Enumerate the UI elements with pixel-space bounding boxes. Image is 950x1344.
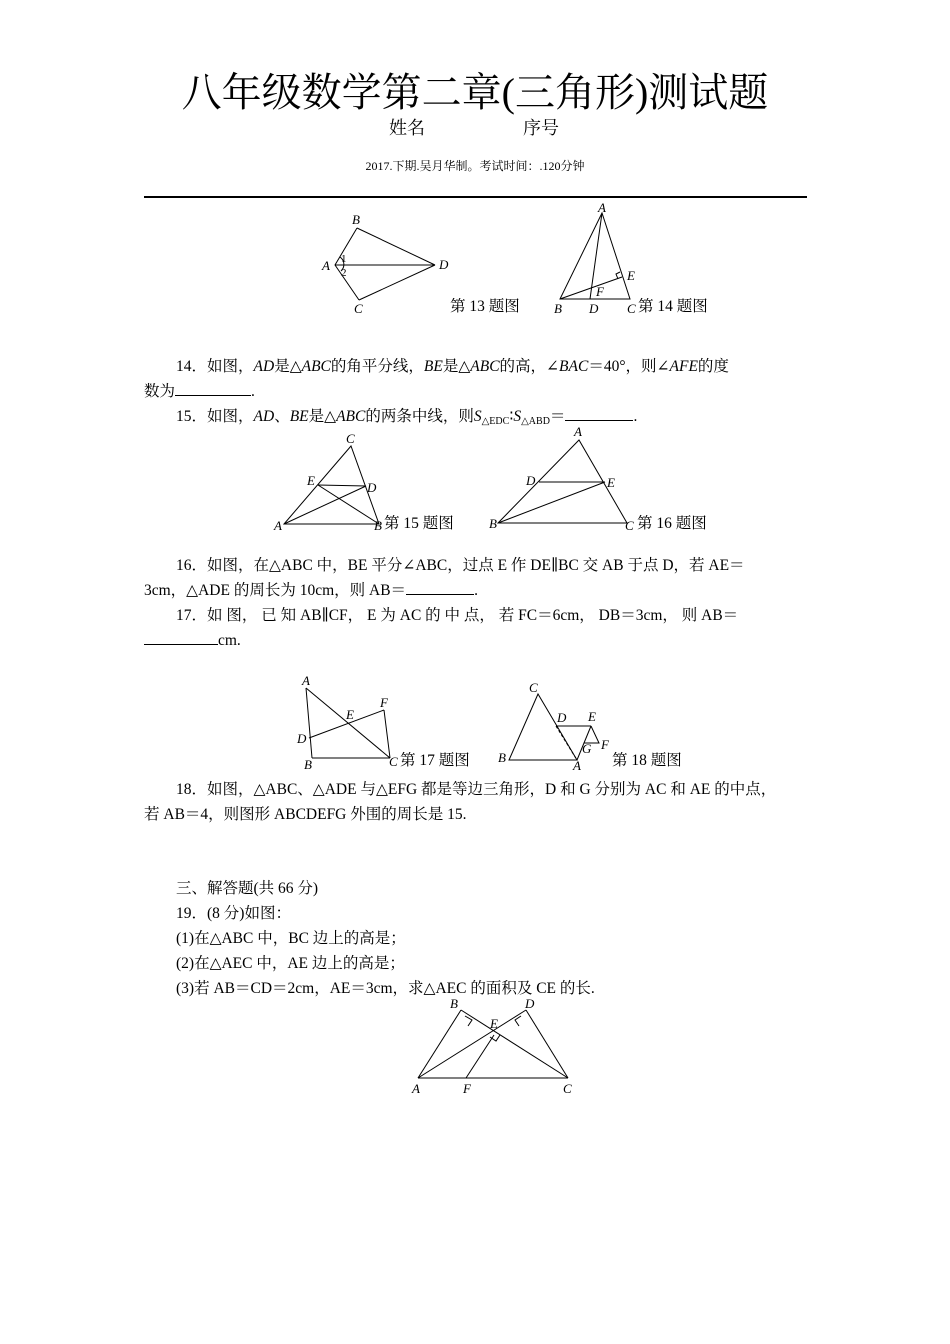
question-19-part3: (3)若 AB＝CD＝2cm，AE＝3cm，求△AEC 的面积及 CE 的长. (176, 980, 595, 997)
question-17: 17．如 图， 已 知 AB∥CF， E 为 AC 的 中 点， 若 FC＝6cm， DB＝3cm， 则 AB＝ (176, 607, 739, 624)
answer-blank-16[interactable] (406, 578, 474, 595)
q14-text: 是△ (274, 358, 302, 375)
fig19-label-d: D (525, 996, 535, 1011)
fig14-label-b: B (554, 301, 562, 316)
fig19-ab (418, 1010, 461, 1078)
q14-ad: AD (253, 358, 275, 375)
figure-13 (318, 210, 458, 320)
fig19-label-c: C (563, 1081, 572, 1096)
fig17-label-d: D (297, 731, 307, 746)
q14-afe: AFE (669, 358, 698, 375)
question-18-line2: 若 AB＝4，则图形 ABCDEFG 外围的周长是 15. (144, 806, 467, 823)
fig17-label-f: F (380, 695, 388, 710)
page-title: 八年级数学第二章(三角形)测试题 (181, 70, 769, 115)
q15-end: . (633, 408, 638, 425)
fig19-bc (461, 1010, 568, 1078)
q14-text: 的角平分线， (330, 358, 424, 375)
fig19-fe (466, 1035, 494, 1078)
q14-abc: ABC (301, 358, 331, 375)
figure-14 (548, 200, 643, 315)
q14-text: 14．如图， (176, 358, 254, 375)
q14-bac: BAC (559, 358, 589, 375)
fig13-bd (357, 228, 435, 265)
fig14-label-d: D (589, 301, 599, 316)
q14-abc: ABC (470, 358, 500, 375)
q14-text: 是△ (442, 358, 471, 375)
fig14-label-c: C (627, 301, 636, 316)
fig15-ad (284, 486, 366, 524)
q15-text: 的两条中线，则 (365, 408, 474, 425)
fig18-label-c: C (529, 680, 538, 695)
question-14-line2 (144, 379, 810, 404)
caption-fig13: 第 13 题图 (450, 298, 520, 315)
q16-end: . (474, 582, 478, 599)
question-19: 19．(8 分)如图： (176, 905, 291, 922)
fig16-label-c: C (625, 518, 634, 533)
question-16: 16．如图，在△ABC 中，BE 平分∠ABC，过点 E 作 DE∥BC 交 AB 于点 D，若 AE＝ (176, 557, 745, 574)
figure-19 (406, 996, 586, 1098)
question-15 (144, 404, 810, 434)
caption-fig17: 第 17 题图 (400, 752, 470, 769)
question-19-part2: (2)在△AEC 中，AE 边上的高是； (176, 955, 405, 972)
name-label: 姓名 (389, 118, 425, 138)
fig17-label-a: A (302, 673, 310, 688)
fig19-right-angle-b (465, 1016, 472, 1026)
fig19-right-angle-d (515, 1016, 521, 1026)
question-16-line2 (144, 578, 810, 603)
fig18-label-d: D (557, 710, 567, 725)
fig13-label-1: 1 (341, 253, 347, 265)
q14-text: 的高，∠ (499, 358, 560, 375)
fig15-label-e: E (307, 473, 315, 488)
caption-fig18: 第 18 题图 (612, 752, 682, 769)
fig13-label-c: C (354, 301, 363, 316)
fig15-ed (318, 485, 366, 486)
fig13-label-b: B (352, 212, 360, 227)
fig15-label-a: A (274, 518, 282, 533)
answer-blank-15[interactable] (565, 404, 633, 421)
q15-colon: ∶ (509, 408, 514, 425)
question-17-line2 (144, 628, 810, 653)
caption-fig16: 第 16 题图 (637, 515, 707, 532)
q14-text: 数为 (144, 383, 176, 400)
fig16-label-e: E (607, 475, 615, 490)
figure-15 (270, 428, 390, 536)
header-rule (144, 196, 807, 198)
q15-text: 15．如图， (176, 408, 254, 425)
q15-abc: ABC (336, 408, 366, 425)
fig19-label-a: A (412, 1081, 420, 1096)
fig18-label-a: A (573, 758, 581, 773)
question-19-part1: (1)在△ABC 中，BC 边上的高是； (176, 930, 406, 947)
fig13-label-a: A (322, 258, 330, 273)
fig16-label-a: A (574, 424, 582, 439)
fig13-left-lines (335, 228, 359, 300)
fig17-ab (306, 688, 312, 758)
fig13-label-d: D (439, 257, 449, 272)
fig17-label-e: E (346, 707, 354, 722)
q16-text: 3cm，△ADE 的周长为 10cm，则 AB＝ (144, 582, 407, 599)
fig16-label-b: B (489, 516, 497, 531)
q15-s1-sub: △EDC (481, 416, 510, 427)
figure-17 (294, 670, 404, 772)
fig18-label-g: G (582, 741, 592, 756)
question-14 (144, 354, 810, 379)
fig16-label-d: D (526, 473, 536, 488)
fig14-label-e: E (627, 268, 635, 283)
q14-text: ＝40°，则∠ (588, 358, 670, 375)
fig18-label-b: B (498, 750, 506, 765)
fig17-label-c: C (389, 754, 398, 769)
section-3-heading: 三、解答题(共 66 分) (176, 880, 319, 897)
fig19-label-b: B (450, 996, 458, 1011)
q14-be: BE (423, 358, 443, 375)
exam-meta: 2017.下期.吴月华制。考试时间：.120分钟 (365, 159, 585, 173)
seq-label: 序号 (523, 118, 559, 138)
fig17-label-b: B (304, 757, 312, 772)
fig16-be (498, 482, 605, 523)
fig19-label-e: E (490, 1016, 498, 1031)
fig18-abc (509, 694, 577, 760)
q15-s2: S (513, 408, 522, 425)
answer-blank-17[interactable] (144, 628, 218, 645)
q15-be: BE (289, 408, 309, 425)
fig15-label-d: D (367, 480, 377, 495)
caption-fig14: 第 14 题图 (638, 298, 708, 315)
q17-unit: cm. (218, 632, 241, 649)
fig13-label-2: 2 (341, 267, 347, 279)
q15-ad: AD (253, 408, 275, 425)
answer-blank-14[interactable] (175, 379, 251, 396)
q14-end: . (251, 383, 255, 400)
q15-s2-sub: △ABD (521, 416, 550, 427)
figure-18 (494, 677, 619, 772)
fig18-label-e: E (588, 709, 596, 724)
fig14-label-a: A (598, 200, 606, 215)
fig17-cf (384, 710, 390, 758)
fig15-label-b: B (374, 518, 382, 533)
figure-16 (486, 420, 636, 536)
q15-text: 、 (274, 408, 290, 425)
fig14-label-f: F (596, 284, 604, 299)
q15-eq: ＝ (549, 408, 566, 425)
fig19-dc (526, 1010, 568, 1078)
q15-text: 是△ (308, 408, 337, 425)
q15-s1: S (473, 408, 482, 425)
q14-text: 的度 (697, 358, 729, 375)
caption-fig15: 第 15 题图 (384, 515, 454, 532)
fig13-cd (359, 265, 435, 300)
fig15-label-c: C (346, 431, 355, 446)
fig18-label-f: F (601, 737, 609, 752)
question-18: 18．如图，△ABC、△ADE 与△EFG 都是等边三角形，D 和 G 分别为 AC 和 AE 的中点， (176, 781, 777, 798)
fig19-label-f: F (463, 1081, 471, 1096)
fig19-right-angle-e (490, 1035, 500, 1041)
